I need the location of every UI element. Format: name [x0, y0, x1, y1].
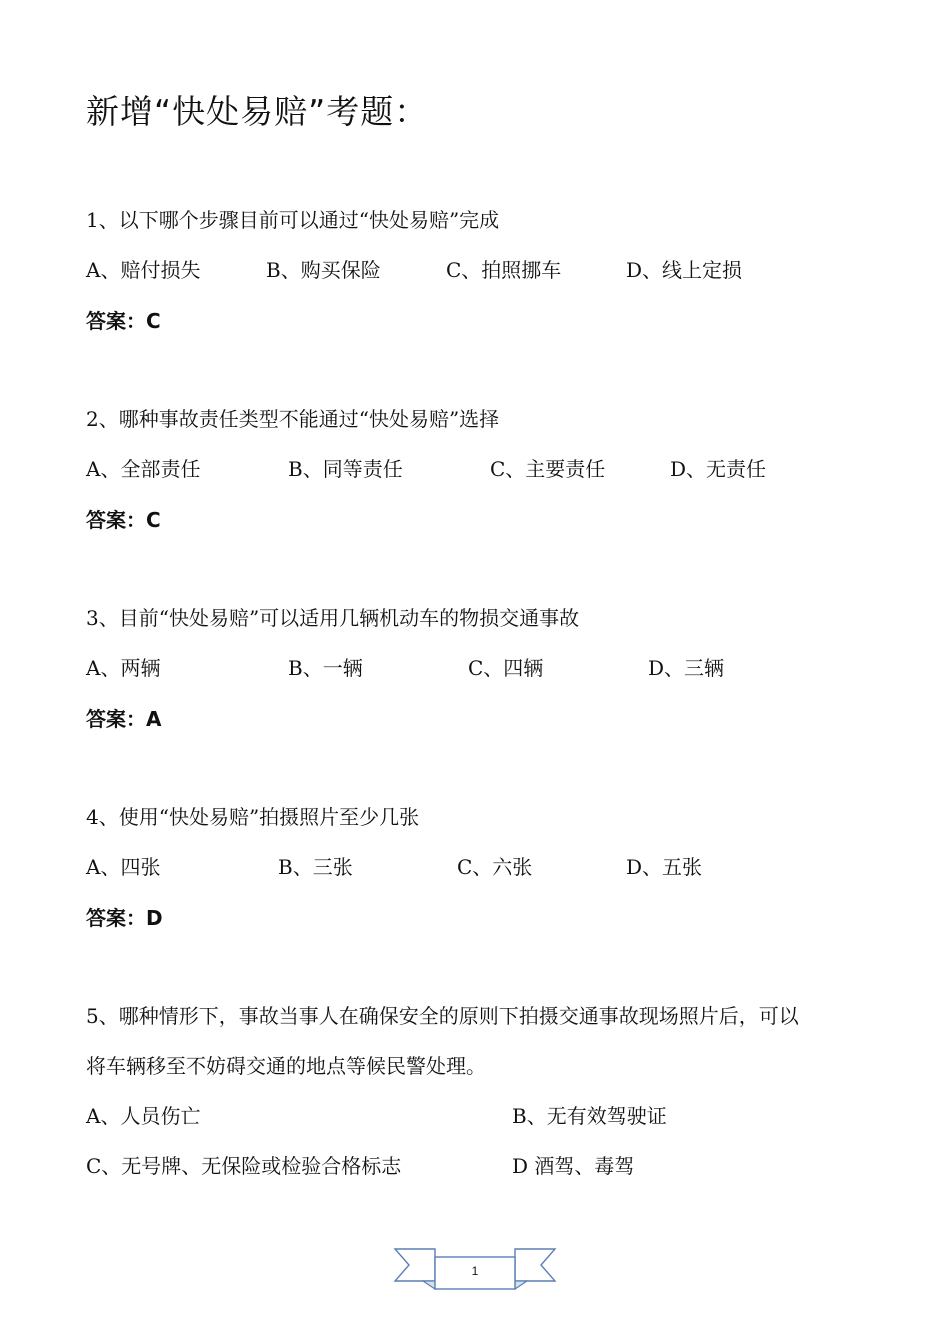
- question-2-answer: [86, 508, 161, 532]
- question-2-option-c: C、主要责任: [490, 457, 606, 481]
- question-2-option-b: B、同等责任: [288, 457, 403, 481]
- question-2-option-d: D、无责任: [670, 457, 767, 481]
- answer-value: D: [146, 906, 163, 930]
- question-1-option-a: A、赔付损失: [86, 258, 201, 282]
- answer-label: 答案：: [86, 508, 146, 532]
- answer-value: C: [146, 309, 161, 333]
- question-3-option-a: A、两辆: [86, 656, 161, 680]
- question-5-stem-line-2: 将车辆移至不妨碍交通的地点等候民警处理。: [86, 1054, 486, 1078]
- question-1-stem: 1、以下哪个步骤目前可以通过“快处易赔”完成: [86, 208, 500, 232]
- question-4-option-c: C、六张: [457, 855, 533, 879]
- question-4-option-a: A、四张: [86, 855, 161, 879]
- question-4-option-b: B、三张: [278, 855, 353, 879]
- question-1-option-b: B、购买保险: [266, 258, 381, 282]
- question-1-option-d: D、线上定损: [626, 258, 743, 282]
- question-2-option-a: A、全部责任: [86, 457, 201, 481]
- question-3-answer: [86, 707, 161, 731]
- question-1-answer: [86, 309, 161, 333]
- page-number: 1: [471, 1264, 479, 1278]
- answer-label: 答案：: [86, 309, 146, 333]
- answer-label: 答案：: [86, 906, 146, 930]
- question-5-option-b: B、无有效驾驶证: [512, 1104, 667, 1128]
- question-5-stem-line-1: 5、哪种情形下，事故当事人在确保安全的原则下拍摄交通事故现场照片后，可以: [86, 1004, 799, 1028]
- question-5-option-c: C、无号牌、无保险或检验合格标志: [86, 1154, 402, 1178]
- question-3-option-d: D、三辆: [648, 656, 725, 680]
- question-4-option-d: D、五张: [626, 855, 703, 879]
- question-5-option-d: D 酒驾、毒驾: [512, 1154, 635, 1178]
- page-title: 新增“快处易赔”考题：: [86, 92, 429, 131]
- answer-value: A: [146, 707, 162, 731]
- question-4-stem: 4、使用“快处易赔”拍摄照片至少几张: [86, 805, 420, 829]
- question-3-option-c: C、四辆: [468, 656, 544, 680]
- answer-value: C: [146, 508, 161, 532]
- question-2-stem: 2、哪种事故责任类型不能通过“快处易赔”选择: [86, 407, 500, 431]
- question-3-stem: 3、目前“快处易赔”可以适用几辆机动车的物损交通事故: [86, 606, 580, 630]
- answer-label: 答案：: [86, 707, 146, 731]
- question-3-option-b: B、一辆: [288, 656, 363, 680]
- question-4-answer: [86, 906, 163, 930]
- question-5-option-a: A、人员伤亡: [86, 1104, 201, 1128]
- question-1-option-c: C、拍照挪车: [446, 258, 562, 282]
